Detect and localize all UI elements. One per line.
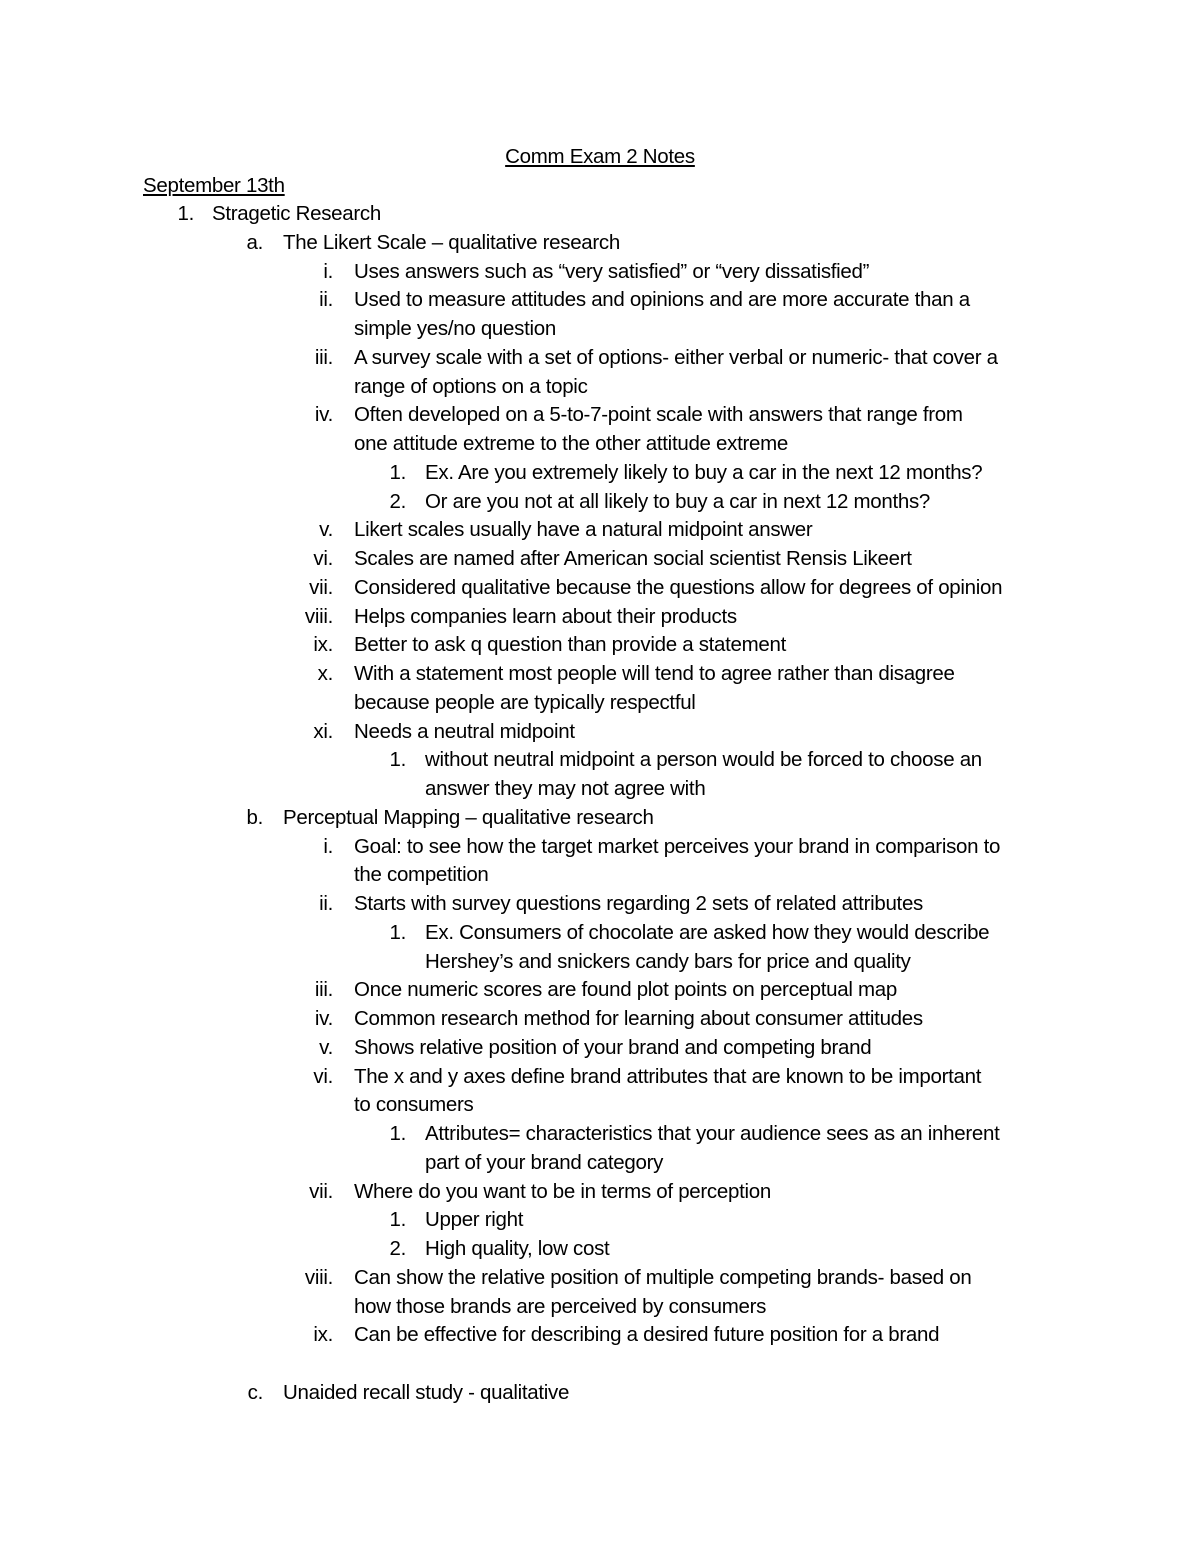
outline-item (0, 574, 1200, 603)
outline-text: Attributes= characteristics that your audience sees as an inherent (425, 1122, 1000, 1145)
list-marker: viii. (304, 604, 333, 628)
outline-item (0, 516, 1200, 545)
list-marker: i. (323, 259, 333, 283)
outline-item (0, 1293, 1200, 1322)
list-marker: vi. (313, 547, 333, 570)
outline-item (0, 545, 1200, 574)
list-marker: 1. (389, 748, 406, 772)
outline-text: Needs a neutral midpoint (354, 719, 575, 743)
outline-text: Ex. Consumers of chocolate are asked how they would describe (425, 920, 990, 944)
list-marker: 1. (389, 460, 406, 484)
outline-item (0, 1005, 1200, 1034)
outline-item (0, 344, 1200, 373)
outline-text: Stragetic Research (212, 202, 381, 225)
outline-item (0, 1149, 1200, 1178)
list-marker: vii. (309, 575, 333, 599)
outline-item (0, 631, 1200, 660)
outline-item (0, 919, 1200, 948)
outline-text: Starts with survey questions regarding 2 sets of related attributes (354, 892, 924, 915)
list-marker: ii. (319, 288, 333, 312)
outline-text: Helps companies learn about their products (354, 604, 737, 628)
outline-item (0, 660, 1200, 689)
outline-item (0, 861, 1200, 890)
outline-text: The x and y axes define brand attributes that are known to be important (354, 1064, 982, 1088)
outline-text: without neutral midpoint a person would be forced to choose an (425, 748, 982, 772)
outline-text: Common research method for learning about consumer attitudes (354, 1007, 923, 1030)
outline-text: Once numeric scores are found plot points on perceptual map (354, 978, 897, 1002)
list-marker: 1. (389, 920, 406, 944)
outline-text: Better to ask q question than provide a statement (354, 633, 787, 657)
date-heading: September 13th (143, 174, 285, 197)
outline-item (0, 948, 1200, 977)
outline-text: Scales are named after American social scientist Rensis Likeert (354, 547, 912, 570)
outline-text: because people are typically respectful (354, 690, 696, 714)
outline-item (0, 746, 1200, 775)
outline-text: Hershey’s and snickers candy bars for price and quality (425, 949, 911, 973)
list-marker: x. (317, 662, 333, 685)
outline-text: Likert scales usually have a natural midpoint answer (354, 518, 813, 542)
outline-item (0, 229, 1200, 258)
outline-text: answer they may not agree with (425, 777, 706, 800)
outline-text: Unaided recall study - qualitative (283, 1380, 570, 1404)
list-marker: 2. (389, 1237, 406, 1260)
outline-item (0, 430, 1200, 459)
outline-text: A survey scale with a set of options- either verbal or numeric- that cover a (354, 345, 998, 369)
outline-item (0, 1091, 1200, 1120)
outline-item (0, 286, 1200, 315)
outline-item (0, 1063, 1200, 1092)
outline-item (0, 1034, 1200, 1063)
outline-text: High quality, low cost (425, 1237, 610, 1260)
outline-item (0, 459, 1200, 488)
list-marker: i. (323, 834, 333, 858)
outline-text: part of your brand category (425, 1150, 664, 1174)
outline-text: With a statement most people will tend to agree rather than disagree (354, 662, 955, 685)
outline-item (0, 373, 1200, 402)
list-marker: iii. (314, 345, 333, 369)
outline-item (0, 1264, 1200, 1293)
list-marker: ii. (319, 892, 333, 915)
list-marker: vi. (313, 1064, 333, 1088)
list-marker: vii. (309, 1179, 333, 1203)
outline-text: one attitude extreme to the other attitude extreme (354, 432, 788, 455)
outline-item (0, 1321, 1200, 1350)
outline-item (0, 315, 1200, 344)
list-marker: v. (319, 518, 333, 542)
outline-item (0, 689, 1200, 718)
outline-text: range of options on a topic (354, 374, 588, 398)
outline-item (0, 488, 1200, 517)
outline-text: Often developed on a 5-to-7-point scale with answers that range from (354, 403, 963, 427)
list-marker: c. (247, 1380, 263, 1404)
outline-text: Or are you not at all likely to buy a car in next 12 months? (425, 489, 931, 513)
outline-text: simple yes/no question (354, 317, 556, 340)
list-marker: b. (246, 805, 263, 829)
outline-text: Ex. Are you extremely likely to buy a car in the next 12 months? (425, 460, 983, 484)
list-marker: 1. (177, 202, 194, 225)
list-marker: ix. (313, 633, 333, 657)
outline-text: Considered qualitative because the questions allow for degrees of opinion (354, 575, 1003, 599)
outline-text: how those brands are perceived by consumers (354, 1294, 767, 1318)
list-marker: v. (319, 1035, 333, 1059)
outline-text: Shows relative position of your brand and competing brand (354, 1035, 872, 1059)
outline-text: Can show the relative position of multiple competing brands- based on (354, 1265, 972, 1289)
list-marker: iii. (314, 978, 333, 1002)
notes-outline (0, 200, 1200, 1408)
outline-text: the competition (354, 863, 489, 887)
document-title: Comm Exam 2 Notes (505, 145, 695, 168)
outline-item (0, 718, 1200, 747)
list-marker: iv. (314, 403, 333, 427)
outline-item (0, 1120, 1200, 1149)
outline-text: Where do you want to be in terms of perception (354, 1179, 771, 1203)
list-marker: iv. (314, 1007, 333, 1030)
outline-item (0, 200, 1200, 229)
list-marker: 1. (389, 1208, 406, 1232)
outline-text: Upper right (425, 1208, 524, 1232)
outline-item (0, 1379, 1200, 1408)
outline-item (0, 1178, 1200, 1207)
list-marker: xi. (313, 719, 333, 743)
outline-item (0, 775, 1200, 804)
list-marker: viii. (304, 1265, 333, 1289)
outline-item (0, 258, 1200, 287)
outline-text: Uses answers such as “very satisfied” or “very dissatisfied” (354, 259, 870, 283)
outline-text: to consumers (354, 1093, 474, 1117)
list-marker: 1. (389, 1122, 406, 1145)
outline-text: Can be effective for describing a desired future position for a brand (354, 1323, 940, 1347)
outline-item (0, 976, 1200, 1005)
outline-item (0, 603, 1200, 632)
outline-item (0, 804, 1200, 833)
outline-item (0, 890, 1200, 919)
outline-item (0, 833, 1200, 862)
outline-text: Used to measure attitudes and opinions and are more accurate than a (354, 288, 970, 312)
outline-item (0, 1235, 1200, 1264)
list-marker: a. (246, 230, 263, 254)
outline-text: Perceptual Mapping – qualitative research (283, 805, 654, 829)
list-marker: ix. (313, 1323, 333, 1347)
outline-item (0, 401, 1200, 430)
outline-text: The Likert Scale – qualitative research (283, 230, 620, 254)
outline-item (0, 1206, 1200, 1235)
outline-text: Goal: to see how the target market perceives your brand in comparison to (354, 834, 1001, 858)
list-marker: 2. (389, 489, 406, 513)
